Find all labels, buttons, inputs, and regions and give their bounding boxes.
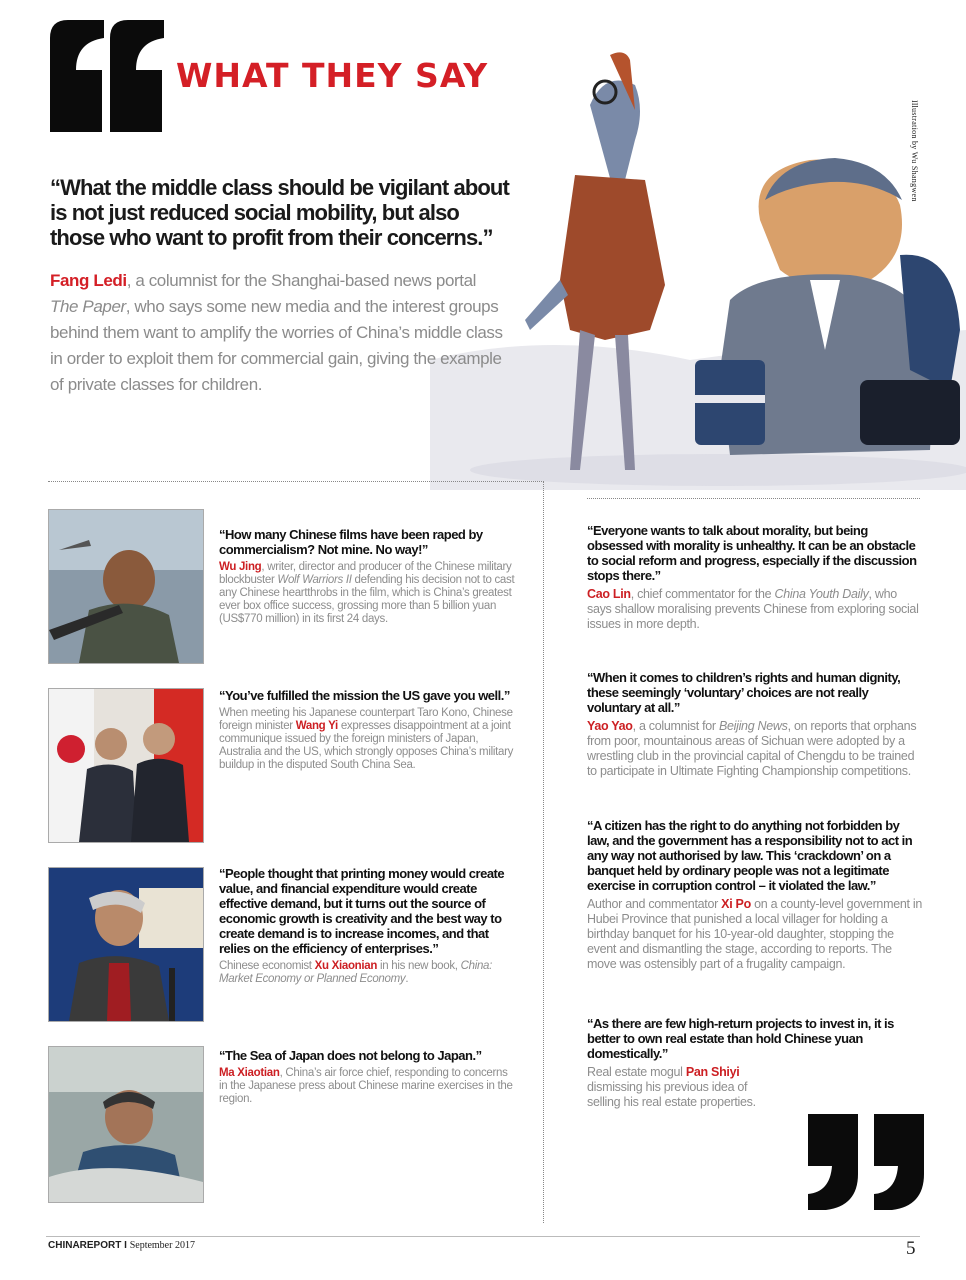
attr-post-2: , who says shallow moralising prevents Chinese from exploring social issues in more depth. (587, 587, 919, 631)
attr-post: in his new book, (377, 960, 461, 972)
quote-block-ma-xiaotian (219, 1048, 515, 1106)
quote-text: “How many Chinese films have been raped by commercialism? Not mine. No way!” (219, 527, 483, 557)
quote-block-yao-yao (587, 670, 923, 779)
quote-block-wang-yi (219, 688, 515, 772)
quote-text: “As there are few high-return projects to invest in, it is better to own real estate than hold Chinese yuan domestically.” (587, 1016, 894, 1061)
attr-post: expresses disappointment at a joint communique issued by the foreign ministers of Japan, Australia and the US, which strongly opposes China’s military buildup in the disputed South China Sea. (219, 720, 514, 771)
quote-attribution (587, 719, 923, 779)
quote-block-xi-po (587, 818, 923, 972)
right-top-divider (587, 498, 920, 499)
lead-quote: “What the middle class should be vigilant about is not just reduced social mobility, but also those who want to profit from their concerns.” (50, 175, 509, 250)
quote-text: “When it comes to children’s rights and human dignity, these seemingly ‘voluntary’ choices are not really voluntary at all.” (587, 670, 901, 715)
attr-post: , writer, director and producer of the Chinese military blockbuster (219, 561, 512, 586)
page-number: 5 (906, 1238, 916, 1259)
quote-block-pan-shiyi (587, 1016, 917, 1110)
attr-pre: Real estate mogul (587, 1065, 686, 1079)
attr-italic: China: Market Economy or Planned Economy (219, 960, 493, 985)
attr-pre: Author and commentator (587, 897, 722, 911)
speaker-name: Xi Po (721, 897, 751, 911)
quote-text: “A citizen has the right to do anything not forbidden by law, and the government has a responsibility not to act in any way not authorised by law. This ‘crackdown’ on a banquet held by ordinary people was not a legitimate exercise in corruption control – it violated the law.” (587, 818, 913, 893)
photo-wu-jing (48, 509, 204, 664)
quote-block-xu-xiaonian (219, 866, 515, 986)
footer-rule (46, 1236, 920, 1237)
attr-post: on a county-level government in Hubei Province that punished a local villager for holding a birthday banquet for his 10-year-old daughter, stopping the event and dismantling the stage, according to reports. The move was ostensibly part of a frugality campaign. (587, 897, 922, 971)
quote-text: “The Sea of Japan does not belong to Japan.” (219, 1048, 482, 1063)
quote-attribution (219, 561, 515, 626)
quote-attribution (587, 897, 923, 972)
quote-attribution (587, 587, 923, 632)
attr-pre: Chinese economist (219, 960, 315, 972)
attr-post-2: defending his decision not to cast any Chinese heartthrobs in the film, which is China’s greatest ever box office success, grossing more than 5 billion yuan (US$770 million) in its first 24 days. (219, 574, 515, 625)
quote-attribution (587, 1065, 777, 1110)
speaker-name: Ma Xiaotian (219, 1067, 280, 1079)
close-quote-icon (806, 1114, 928, 1212)
attr-post: , China’s air force chief, responding to concerns in the Japanese press about Chinese marine exercises in the region. (219, 1067, 513, 1105)
lead-name: Fang Ledi (50, 271, 127, 290)
lead-attr-text-1: , a columnist for the Shanghai-based news portal (126, 271, 477, 290)
section-title: WHAT THEY SAY (176, 56, 489, 95)
quote-attribution (219, 960, 515, 986)
quote-attribution (219, 1067, 515, 1106)
open-quote-icon (46, 20, 166, 150)
column-divider (543, 481, 544, 1223)
quote-block-wu-jing (219, 527, 515, 626)
attr-italic: Wolf Warriors II (277, 574, 352, 586)
speaker-name: Cao Lin (587, 587, 631, 601)
attr-post-2: . (405, 973, 409, 985)
left-top-divider (48, 481, 544, 482)
attr-post-2: , on reports that orphans from poor, mountainous areas of Sichuan were adopted by a wrestling club in the provincial capital of Chengdu to be trained to participate in Ultimate Fighting Championship competitions. (587, 719, 917, 778)
speaker-name: Wu Jing (219, 561, 262, 573)
attr-pre: When meeting his Japanese counterpart Taro Kono, Chinese foreign minister (219, 707, 513, 732)
speaker-name: Pan Shiyi (685, 1065, 740, 1079)
attr-italic: Beijing News (718, 719, 788, 733)
quote-attribution (219, 707, 515, 772)
illustration-credit (897, 100, 927, 260)
footer-brand (48, 1240, 195, 1251)
quote-text: “You’ve fulfilled the mission the US gave you well.” (219, 688, 510, 703)
lead-attribution (50, 268, 505, 398)
attr-italic: China Youth Daily (774, 587, 869, 601)
footer-brand-name: CHINAREPORT (48, 1240, 122, 1251)
lead-attr-text-2: , who says some new media and the interest groups behind them want to amplify the worries of China’s middle class in order to exploit them for commercial gain, giving the example of private classes for children. (50, 297, 503, 394)
speaker-name: Yao Yao (587, 719, 633, 733)
photo-ma-xiaotian (48, 1046, 204, 1203)
illustration-credit-text: Illustration by Wu Shangwen (910, 100, 919, 202)
attr-post: , chief commentator for the (630, 587, 775, 601)
quote-block-cao-lin (587, 523, 923, 632)
photo-wang-yi (48, 688, 204, 843)
quote-text: “Everyone wants to talk about morality, but being obsessed with morality is unhealthy. It can be an obstacle to social reform and progress, especially if the discussion stops there.” (587, 523, 917, 583)
lead-publication: The Paper (50, 297, 126, 316)
speaker-name: Xu Xiaonian (314, 960, 378, 972)
attr-post: dismissing his previous idea of selling his real estate properties. (587, 1080, 756, 1109)
footer-date: September 2017 (129, 1240, 195, 1251)
attr-post: , a columnist for (632, 719, 719, 733)
editorial-illustration (430, 30, 966, 490)
footer-separator: I (124, 1240, 127, 1251)
quote-text: “People thought that printing money would create value, and financial expenditure would create effective demand, but it turns out the source of economic growth is creativity and the best way to create demand is to increase incomes, and that relies on the efficiency of enterprises.” (219, 866, 505, 956)
speaker-name: Wang Yi (295, 720, 338, 732)
photo-xu-xiaonian (48, 867, 204, 1022)
